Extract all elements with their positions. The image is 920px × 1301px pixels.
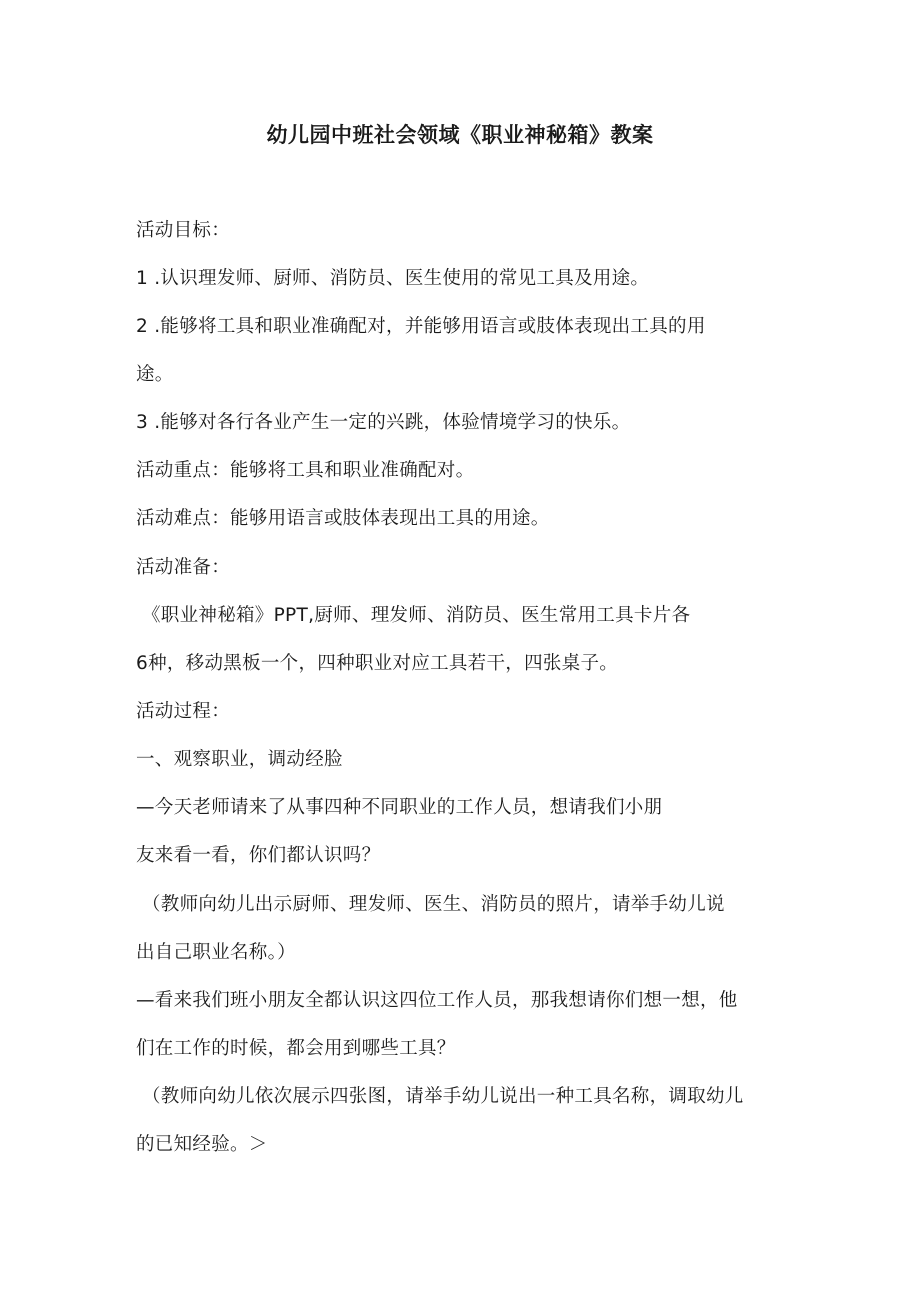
heading-activity-preparation: 活动准备： bbox=[136, 557, 231, 578]
heading-activity-process: 活动过程： bbox=[136, 701, 231, 722]
teacher-action-1: （教师向幼儿出示厨师、理发师、医生、消防员的照片，请举手幼儿说 bbox=[142, 894, 725, 915]
teacher-speech-2: —看来我们班小朋友全都认识这四位工作人员，那我想请你们想一想，他 bbox=[136, 990, 738, 1011]
heading-activity-goals: 活动目标： bbox=[136, 220, 231, 241]
teacher-speech-2-continued: 们在工作的时候，都会用到哪些工具？ bbox=[136, 1038, 456, 1059]
document-title: 幼儿园中班社会领域《职业神秘箱》教案 bbox=[266, 123, 654, 147]
goal-item-1: 1 .认识理发师、厨师、消防员、医生使用的常见工具及用途。 bbox=[136, 268, 650, 289]
teacher-action-1-continued: 出自己职业名称。） bbox=[136, 942, 296, 963]
preparation-text: 《职业神秘箱》PPT,厨师、理发师、消防员、医生常用工具卡片各 bbox=[142, 605, 691, 626]
teacher-speech-1-continued: 友来看一看，你们都认识吗？ bbox=[136, 845, 381, 866]
teacher-speech-1: —今天老师请来了从事四种不同职业的工作人员，想请我们小朋 bbox=[136, 797, 663, 818]
preparation-text-continued: 6种，移动黑板一个，四种职业对应工具若干，四张桌子。 bbox=[136, 653, 619, 674]
teacher-action-2-continued: 的已知经验。＞ bbox=[136, 1134, 268, 1155]
goal-item-2-continued: 途。 bbox=[136, 364, 174, 385]
goal-item-2: 2 .能够将工具和职业准确配对，并能够用语言或肢体表现出工具的用 bbox=[136, 316, 706, 337]
activity-key-point: 活动重点：能够将工具和职业准确配对。 bbox=[136, 460, 475, 481]
activity-difficulty: 活动难点：能够用语言或肢体表现出工具的用途。 bbox=[136, 508, 550, 529]
goal-item-3: 3 .能够对各行各业产生一定的兴跳，体验情境学习的快乐。 bbox=[136, 412, 631, 433]
section-one-heading: 一、观察职业，调动经脸 bbox=[136, 749, 343, 770]
teacher-action-2: （教师向幼儿依次展示四张图，请举手幼儿说出一种工具名称，调取幼儿 bbox=[142, 1086, 744, 1107]
